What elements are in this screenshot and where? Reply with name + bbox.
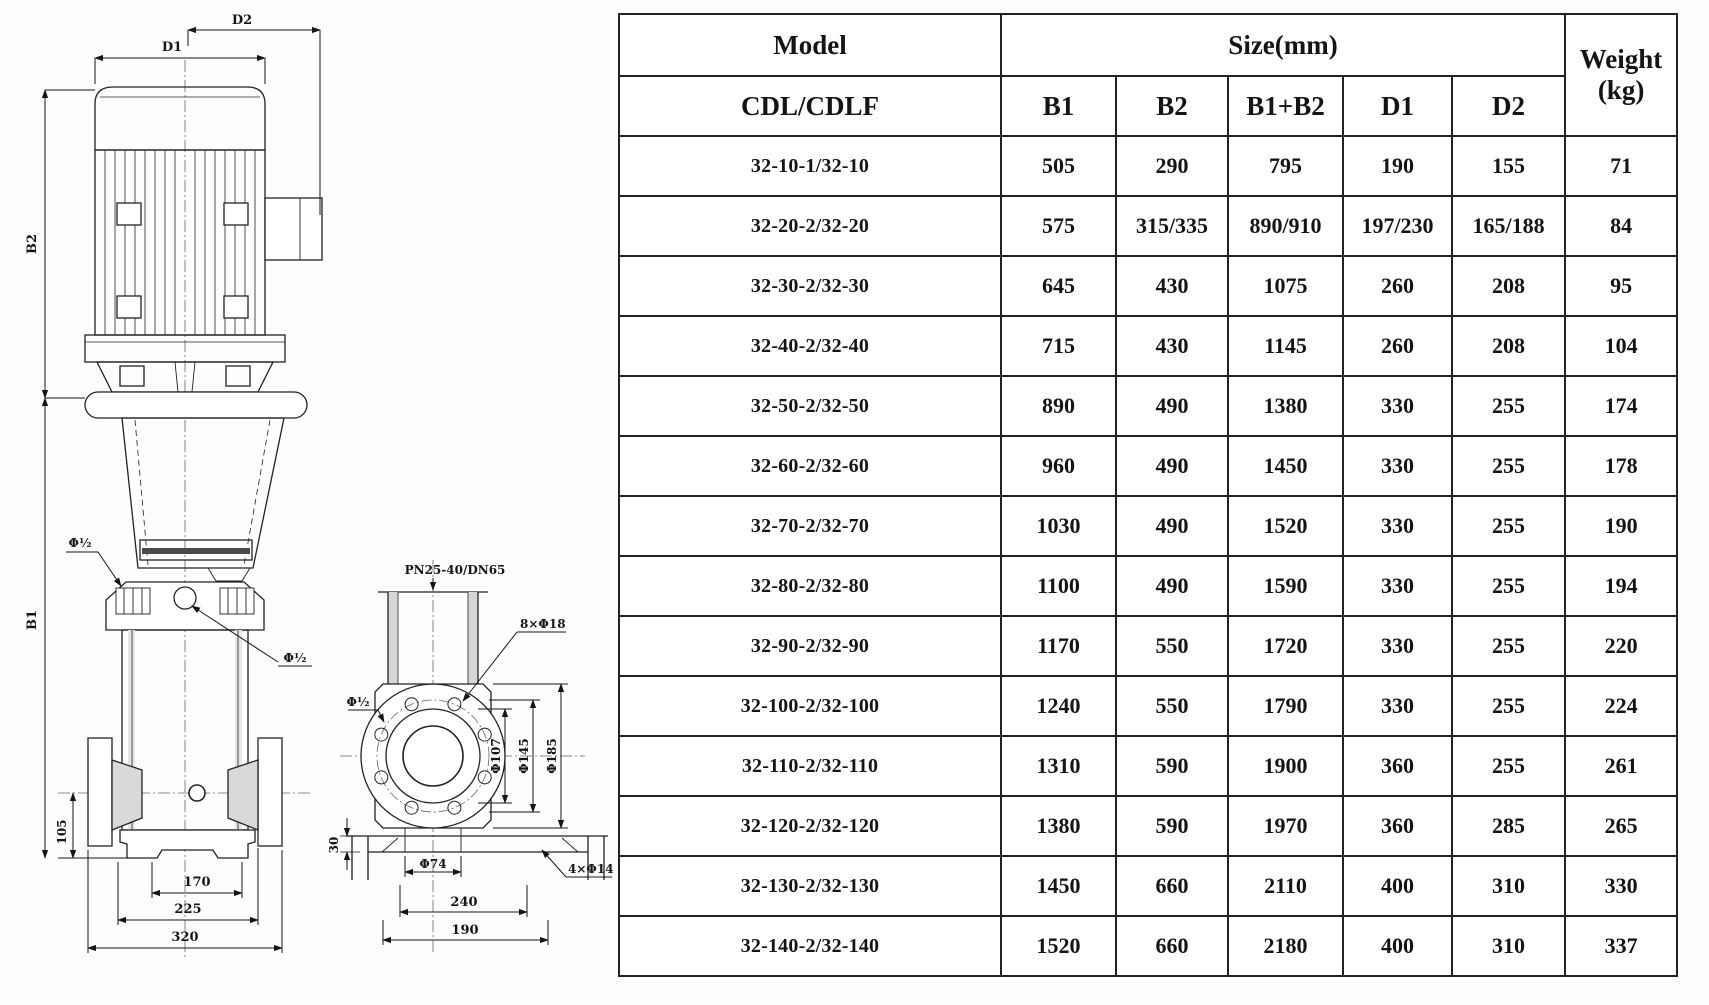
header-weight-line1: Weight (1579, 43, 1663, 74)
model-cell: 32-120-2/32-120 (619, 796, 1001, 856)
flange-spec-label: PN25-40/DN65 (404, 563, 506, 577)
value-cell: 330 (1565, 856, 1677, 916)
value-cell: 575 (1001, 196, 1116, 256)
dia-185-label: Φ185 (545, 738, 559, 774)
model-cell: 32-100-2/32-100 (619, 676, 1001, 736)
value-cell: 255 (1452, 736, 1565, 796)
table-row (619, 556, 1677, 616)
value-cell: 360 (1343, 796, 1452, 856)
value-cell: 660 (1116, 856, 1228, 916)
value-cell: 1970 (1228, 796, 1343, 856)
header-row-1 (619, 14, 1677, 76)
value-cell: 1590 (1228, 556, 1343, 616)
header-col-d2: D2 (1452, 76, 1565, 136)
model-cell: 32-20-2/32-20 (619, 196, 1001, 256)
value-cell: 330 (1343, 436, 1452, 496)
dim-d1-label: D1 (161, 40, 183, 55)
value-cell: 490 (1116, 496, 1228, 556)
value-cell: 2180 (1228, 916, 1343, 976)
value-cell: 430 (1116, 256, 1228, 316)
value-cell: 1145 (1228, 316, 1343, 376)
value-cell: 715 (1001, 316, 1116, 376)
plug-drain-label: Φ½ (283, 651, 307, 665)
front-view (58, 60, 322, 958)
value-cell: 208 (1452, 316, 1565, 376)
value-cell: 260 (1343, 256, 1452, 316)
value-cell: 1310 (1001, 736, 1116, 796)
table-row (619, 256, 1677, 316)
value-cell: 197/230 (1343, 196, 1452, 256)
value-cell: 1170 (1001, 616, 1116, 676)
value-cell: 255 (1452, 676, 1565, 736)
spec-table-body (619, 136, 1677, 976)
dimension-spec-table (618, 13, 1678, 977)
value-cell: 194 (1565, 556, 1677, 616)
value-cell: 315/335 (1116, 196, 1228, 256)
value-cell: 261 (1565, 736, 1677, 796)
model-cell: 32-90-2/32-90 (619, 616, 1001, 676)
value-cell: 890/910 (1228, 196, 1343, 256)
value-cell: 285 (1452, 796, 1565, 856)
header-col-d1: D1 (1343, 76, 1452, 136)
dim-225-label: 225 (174, 902, 202, 917)
value-cell: 190 (1565, 496, 1677, 556)
value-cell: 795 (1228, 136, 1343, 196)
table-row (619, 916, 1677, 976)
value-cell: 95 (1565, 256, 1677, 316)
table-row (619, 616, 1677, 676)
table-row (619, 856, 1677, 916)
value-cell: 290 (1116, 136, 1228, 196)
value-cell: 104 (1565, 316, 1677, 376)
flange-plug-label: Φ½ (346, 695, 370, 709)
value-cell: 550 (1116, 676, 1228, 736)
value-cell: 1240 (1001, 676, 1116, 736)
value-cell: 174 (1565, 376, 1677, 436)
header-weight (1565, 14, 1677, 136)
header-weight-line2: (kg) (1597, 75, 1645, 105)
dia-145-label: Φ145 (517, 738, 531, 774)
value-cell: 430 (1116, 316, 1228, 376)
dia-74-label: Φ74 (419, 857, 447, 871)
table-row (619, 376, 1677, 436)
value-cell: 1075 (1228, 256, 1343, 316)
model-cell: 32-130-2/32-130 (619, 856, 1001, 916)
value-cell: 400 (1343, 916, 1452, 976)
value-cell: 255 (1452, 616, 1565, 676)
value-cell: 330 (1343, 376, 1452, 436)
dim-190-label: 190 (451, 923, 479, 938)
dim-320-label: 320 (171, 930, 199, 945)
value-cell: 550 (1116, 616, 1228, 676)
value-cell: 1380 (1001, 796, 1116, 856)
header-model-sub: CDL/CDLF (619, 76, 1001, 136)
model-cell: 32-50-2/32-50 (619, 376, 1001, 436)
value-cell: 490 (1116, 556, 1228, 616)
pump-drawing-svg (0, 0, 615, 1000)
model-cell: 32-110-2/32-110 (619, 736, 1001, 796)
value-cell: 84 (1565, 196, 1677, 256)
table-row (619, 796, 1677, 856)
model-cell: 32-10-1/32-10 (619, 136, 1001, 196)
value-cell: 890 (1001, 376, 1116, 436)
value-cell: 1520 (1001, 916, 1116, 976)
table-row (619, 736, 1677, 796)
value-cell: 1520 (1228, 496, 1343, 556)
value-cell: 400 (1343, 856, 1452, 916)
value-cell: 224 (1565, 676, 1677, 736)
value-cell: 190 (1343, 136, 1452, 196)
value-cell: 505 (1001, 136, 1116, 196)
value-cell: 178 (1565, 436, 1677, 496)
value-cell: 1100 (1001, 556, 1116, 616)
model-cell: 32-40-2/32-40 (619, 316, 1001, 376)
header-col-b1: B1 (1001, 76, 1116, 136)
value-cell: 1450 (1001, 856, 1116, 916)
table-row (619, 436, 1677, 496)
value-cell: 330 (1343, 616, 1452, 676)
header-model: Model (619, 14, 1001, 76)
value-cell: 1030 (1001, 496, 1116, 556)
model-cell: 32-140-2/32-140 (619, 916, 1001, 976)
header-size: Size(mm) (1001, 14, 1565, 76)
base-holes-label: 4×Φ14 (568, 862, 614, 876)
model-cell: 32-80-2/32-80 (619, 556, 1001, 616)
value-cell: 260 (1343, 316, 1452, 376)
value-cell: 220 (1565, 616, 1677, 676)
dim-b2-label: B2 (25, 233, 40, 255)
model-cell: 32-60-2/32-60 (619, 436, 1001, 496)
value-cell: 255 (1452, 496, 1565, 556)
value-cell: 1380 (1228, 376, 1343, 436)
header-col-b1b2: B1+B2 (1228, 76, 1343, 136)
table-row (619, 496, 1677, 556)
header-row-2 (619, 76, 1677, 136)
value-cell: 490 (1116, 436, 1228, 496)
value-cell: 71 (1565, 136, 1677, 196)
value-cell: 590 (1116, 796, 1228, 856)
value-cell: 330 (1343, 556, 1452, 616)
value-cell: 310 (1452, 916, 1565, 976)
value-cell: 590 (1116, 736, 1228, 796)
table-row (619, 316, 1677, 376)
value-cell: 255 (1452, 376, 1565, 436)
model-cell: 32-30-2/32-30 (619, 256, 1001, 316)
value-cell: 265 (1565, 796, 1677, 856)
dia-107-label: Φ107 (489, 738, 503, 774)
dim-240-label: 240 (450, 895, 478, 910)
dim-170-label: 170 (183, 875, 211, 890)
value-cell: 660 (1116, 916, 1228, 976)
dim-d2-label: D2 (231, 13, 253, 28)
table-row (619, 196, 1677, 256)
value-cell: 1790 (1228, 676, 1343, 736)
pump-technical-drawing (0, 0, 615, 1000)
value-cell: 337 (1565, 916, 1677, 976)
dim-30-label: 30 (327, 836, 341, 854)
value-cell: 208 (1452, 256, 1565, 316)
value-cell: 360 (1343, 736, 1452, 796)
value-cell: 1720 (1228, 616, 1343, 676)
value-cell: 2110 (1228, 856, 1343, 916)
value-cell: 330 (1343, 496, 1452, 556)
table-row (619, 136, 1677, 196)
table-row (619, 676, 1677, 736)
value-cell: 490 (1116, 376, 1228, 436)
dim-b1-label: B1 (25, 609, 40, 631)
value-cell: 255 (1452, 436, 1565, 496)
value-cell: 1450 (1228, 436, 1343, 496)
header-col-b2: B2 (1116, 76, 1228, 136)
dim-105-label: 105 (55, 819, 69, 845)
value-cell: 155 (1452, 136, 1565, 196)
value-cell: 960 (1001, 436, 1116, 496)
value-cell: 645 (1001, 256, 1116, 316)
bolt-holes-label: 8×Φ18 (520, 617, 566, 631)
value-cell: 330 (1343, 676, 1452, 736)
value-cell: 255 (1452, 556, 1565, 616)
plug-top-label: Φ½ (68, 536, 92, 550)
model-cell: 32-70-2/32-70 (619, 496, 1001, 556)
value-cell: 165/188 (1452, 196, 1565, 256)
value-cell: 310 (1452, 856, 1565, 916)
value-cell: 1900 (1228, 736, 1343, 796)
